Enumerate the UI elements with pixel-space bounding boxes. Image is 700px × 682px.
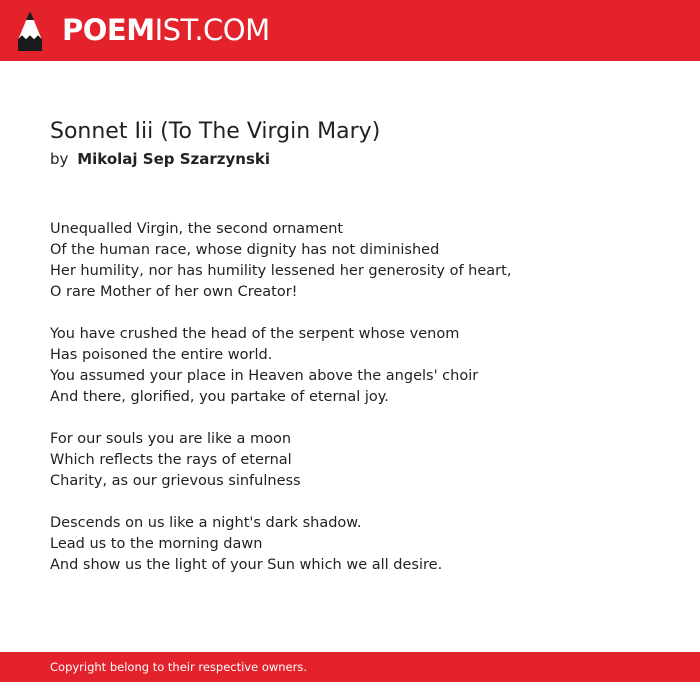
stanza [50, 513, 670, 576]
poem-line: Has poisoned the entire world. [50, 347, 273, 363]
copyright-text: Copyright belong to their respective owners. [50, 660, 308, 674]
byline [50, 149, 270, 169]
poem-line: You have crushed the head of the serpent whose venom [50, 326, 460, 342]
site-logo[interactable] [62, 13, 270, 47]
logo-text-light: IST.COM [154, 13, 270, 47]
poem-line: For our souls you are like a moon [50, 431, 292, 447]
pencil-tip-icon[interactable] [17, 10, 43, 52]
author-name: Mikolaj Sep Szarzynski [77, 150, 270, 168]
stanza [50, 429, 670, 492]
poem-title: Sonnet Iii (To The Virgin Mary) [50, 119, 381, 144]
poem-body [50, 219, 670, 597]
poem-line: Lead us to the morning dawn [50, 536, 263, 552]
poem-line: And show us the light of your Sun which we all desire. [50, 557, 443, 573]
poem-line: And there, glorified, you partake of eternal joy. [50, 389, 389, 405]
poem-line: Which reflects the rays of eternal [50, 452, 292, 468]
poem-line: O rare Mother of her own Creator! [50, 284, 298, 300]
logo-text-bold: POEM [62, 13, 155, 47]
site-header [0, 0, 700, 61]
site-footer [0, 652, 700, 682]
by-label: by [50, 150, 69, 168]
poem-line: Charity, as our grievous sinfulness [50, 473, 301, 489]
poem-line: You assumed your place in Heaven above the angels' choir [50, 368, 479, 384]
stanza [50, 324, 670, 408]
poem-line: Of the human race, whose dignity has not diminished [50, 242, 440, 258]
stanza [50, 219, 670, 303]
poem-line: Descends on us like a night's dark shadow. [50, 515, 362, 531]
poem-line: Her humility, nor has humility lessened her generosity of heart, [50, 263, 512, 279]
poem-line: Unequalled Virgin, the second ornament [50, 221, 344, 237]
